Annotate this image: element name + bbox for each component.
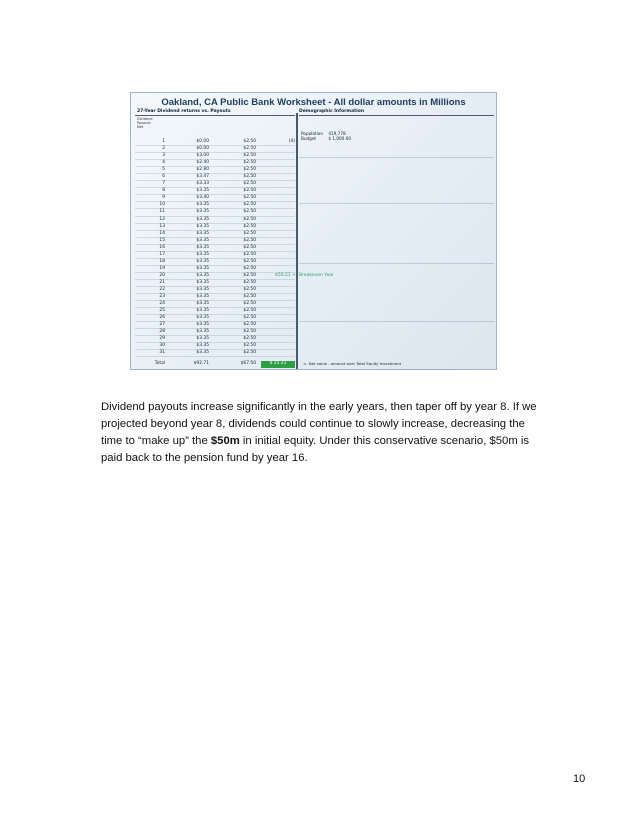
table-cell: $2.50 xyxy=(243,153,256,159)
table-row xyxy=(135,252,295,259)
paragraph-bold: $50m xyxy=(210,435,240,447)
column-header: Dividend xyxy=(137,117,153,121)
table-cell: $3.35 xyxy=(196,279,209,285)
grid-line xyxy=(299,263,494,264)
total-payout: $67.50 xyxy=(240,361,256,366)
table-cell: $3.47 xyxy=(196,174,209,180)
table-cell: $2.50 xyxy=(243,286,256,292)
table-cell: $3.35 xyxy=(196,308,209,314)
table-cell: 7 xyxy=(162,181,165,187)
column-headers xyxy=(137,117,153,129)
table-row xyxy=(135,350,295,357)
table-cell: $3.00 xyxy=(196,153,209,159)
table-cell: $3.35 xyxy=(196,294,209,300)
table-row xyxy=(135,167,295,174)
table-cell: 24 xyxy=(159,301,165,307)
table-cell: $3.35 xyxy=(196,265,209,271)
table-cell: 28 xyxy=(159,329,165,335)
demo-label: Budget xyxy=(301,136,317,141)
table-row xyxy=(135,259,295,266)
table-cell: $3.35 xyxy=(196,286,209,292)
table-cell: 10 xyxy=(159,202,165,208)
table-cell: $2.50 xyxy=(243,223,256,229)
table-cell: 20 xyxy=(159,272,165,278)
table-cell: $0.00 xyxy=(196,139,209,144)
header-rule-left xyxy=(135,115,295,116)
right-section-title: Demographic Information xyxy=(299,109,365,114)
table-cell: 17 xyxy=(159,251,165,257)
table-cell: $3.35 xyxy=(196,251,209,257)
table-cell: $2.50 xyxy=(243,237,256,243)
left-section-title: 27-Year Dividend returns vs. Payouts xyxy=(137,109,231,114)
table-row xyxy=(135,181,295,188)
table-cell: $2.50 xyxy=(243,258,256,264)
table-cell: $2.50 xyxy=(243,160,256,166)
table-cell: $2.50 xyxy=(243,202,256,208)
table-row xyxy=(135,188,295,195)
table-cell: $2.50 xyxy=(243,244,256,250)
table-cell: $2.50 xyxy=(243,322,256,328)
table-row xyxy=(135,231,295,238)
table-cell: 31 xyxy=(159,350,165,356)
total-dividend: $92.71 xyxy=(193,361,209,366)
table-cell: $2.50 xyxy=(243,308,256,314)
table-cell: $3.35 xyxy=(196,315,209,321)
demographics xyxy=(301,131,351,141)
table-cell: $2.50 xyxy=(243,167,256,173)
table-cell: 8 xyxy=(162,188,165,194)
table-cell: 23 xyxy=(159,294,165,300)
table-cell: $2.50 xyxy=(243,146,256,152)
total-net-cell: $ 25.21 xyxy=(261,361,295,368)
table-cell: $3.35 xyxy=(196,272,209,278)
table-cell: $3.35 xyxy=(196,301,209,307)
column-divider xyxy=(296,113,298,369)
paragraph-text: Dividend payouts increase significantly in the early years, then taper off by year 8. If we projected beyond year 8, dividends could continue to slowly increase, decreasing the time to “make up” the xyxy=(101,401,537,447)
table-cell: (4) xyxy=(288,139,295,144)
table-cell: $3.35 xyxy=(196,343,209,349)
table-cell: 14 xyxy=(159,230,165,236)
table-cell: $2.50 xyxy=(243,272,256,278)
table-cell: $2.50 xyxy=(243,230,256,236)
table-cell: $3.35 xyxy=(196,350,209,356)
sheet-title: Oakland, CA Public Bank Worksheet - All dollar amounts in Millions xyxy=(161,97,466,108)
table-cell: 15 xyxy=(159,237,165,243)
demo-label: Population xyxy=(301,131,324,136)
table-row xyxy=(135,266,295,273)
table-cell: $2.50 xyxy=(243,181,256,187)
table-cell: 16 xyxy=(159,244,165,250)
demo-value: 419,778 xyxy=(328,131,346,136)
page-number: 10 xyxy=(573,773,586,785)
total-label: Total xyxy=(154,361,165,366)
table-cell: $3.35 xyxy=(196,230,209,236)
table-row xyxy=(135,287,295,294)
table-cell: 13 xyxy=(159,223,165,229)
column-header: Payouts xyxy=(137,121,151,125)
table-cell: $3.35 xyxy=(196,216,209,222)
table-cell: $2.50 xyxy=(243,139,256,144)
table-cell: $2.50 xyxy=(243,174,256,180)
table-cell: $3.35 xyxy=(196,188,209,194)
table-cell: $2.50 xyxy=(243,343,256,349)
table-row xyxy=(135,146,295,153)
table-cell: $3.33 xyxy=(196,181,209,187)
grid-line xyxy=(299,321,494,322)
total-note: <- Net value - amount over Total Equity Investment xyxy=(303,361,402,366)
column-header: Net xyxy=(137,125,144,129)
table-cell: $3.35 xyxy=(196,258,209,264)
table-cell: 18 xyxy=(159,258,165,264)
table-cell: $2.50 xyxy=(243,329,256,335)
paragraph-text-end: in initial equity. Under this conservative scenario, $50m is paid back to the pension fund by year 16. xyxy=(101,435,530,464)
table-cell: $2.50 xyxy=(243,315,256,321)
table-cell: $2.50 xyxy=(243,251,256,257)
table-cell: 5 xyxy=(162,167,165,173)
body-paragraph xyxy=(101,399,541,467)
data-rows xyxy=(135,139,295,357)
table-row xyxy=(135,153,295,160)
table-cell: $2.50 xyxy=(243,350,256,356)
table-cell: $3.35 xyxy=(196,322,209,328)
table-cell: 19 xyxy=(159,265,165,271)
table-cell: 1 xyxy=(162,139,165,144)
table-cell: $3.35 xyxy=(196,329,209,335)
table-cell: $3.40 xyxy=(196,195,209,201)
table-row xyxy=(135,273,295,280)
table-cell: 4 xyxy=(162,160,165,166)
table-cell: $3.35 xyxy=(196,202,209,208)
spreadsheet-image xyxy=(130,92,497,370)
table-row xyxy=(135,245,295,252)
table-cell: 22 xyxy=(159,286,165,292)
table-cell: $2.50 xyxy=(243,301,256,307)
table-cell: 21 xyxy=(159,279,165,285)
table-cell: 26 xyxy=(159,315,165,321)
table-cell: $2.50 xyxy=(243,265,256,271)
table-cell: $2.50 xyxy=(243,195,256,201)
table-cell: 9 xyxy=(162,195,165,201)
table-row xyxy=(135,217,295,224)
breakeven-label: $50.21 <- Breakeven Year xyxy=(275,273,334,278)
table-cell: $2.50 xyxy=(243,209,256,215)
table-cell: 29 xyxy=(159,336,165,342)
grid-line xyxy=(299,157,494,158)
table-cell: 2 xyxy=(162,146,165,152)
table-cell: $2.50 xyxy=(243,336,256,342)
demo-value: $ 1,000.00 xyxy=(328,136,351,141)
table-cell: 27 xyxy=(159,322,165,328)
table-row xyxy=(135,238,295,245)
table-cell: $2.50 xyxy=(243,294,256,300)
table-cell: $3.35 xyxy=(196,223,209,229)
table-cell: $3.35 xyxy=(196,209,209,215)
table-cell: $3.35 xyxy=(196,336,209,342)
table-row xyxy=(135,139,295,146)
table-row xyxy=(135,160,295,167)
header-rule-right xyxy=(299,115,494,116)
table-cell: 3 xyxy=(162,153,165,159)
table-row xyxy=(135,174,295,181)
table-cell: 25 xyxy=(159,308,165,314)
table-cell: $0.00 xyxy=(196,146,209,152)
table-cell: $2.50 xyxy=(243,216,256,222)
table-cell: $2.40 xyxy=(196,160,209,166)
table-row xyxy=(135,209,295,216)
total-row xyxy=(135,361,495,369)
table-row xyxy=(135,280,295,287)
grid-line xyxy=(299,203,494,204)
table-cell: $2.50 xyxy=(243,279,256,285)
table-cell: $3.35 xyxy=(196,237,209,243)
table-cell: 6 xyxy=(162,174,165,180)
table-cell: 12 xyxy=(159,216,165,222)
table-cell: 30 xyxy=(159,343,165,349)
table-cell: $3.35 xyxy=(196,244,209,250)
table-row xyxy=(135,224,295,231)
table-cell: $2.50 xyxy=(243,188,256,194)
table-cell: 11 xyxy=(159,209,165,215)
table-cell: $2.80 xyxy=(196,167,209,173)
